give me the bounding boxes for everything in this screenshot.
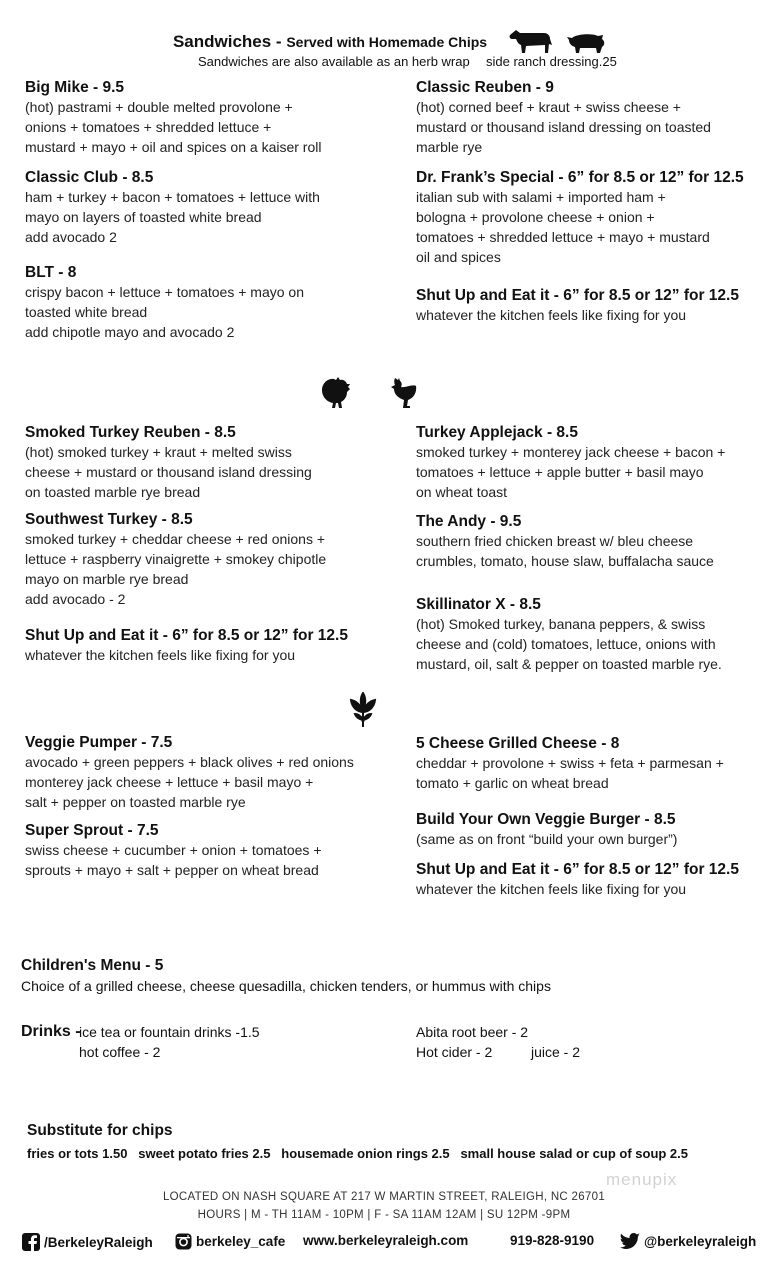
menu-item — [25, 821, 365, 880]
twitter-link[interactable] — [620, 1233, 756, 1249]
menu-item — [25, 263, 365, 342]
item-name: Veggie Pumper - 7.5 — [25, 734, 173, 751]
facebook-handle: /BerkeleyRaleigh — [44, 1234, 153, 1250]
drink-item: ice tea or fountain drinks -1.5 — [79, 1024, 260, 1040]
menu-item — [25, 733, 365, 812]
item-description: (hot) smoked turkey + kraut + melted swiss cheese + mustard or thousand island dressing on toasted marble rye bread — [25, 444, 312, 500]
drink-item: Hot cider - 2 — [416, 1044, 493, 1060]
menu-subtitle: Sandwiches are also available as an herb wrap — [198, 54, 470, 69]
menu-item — [416, 78, 751, 157]
item-name: Skillinator X - 8.5 — [416, 596, 541, 613]
item-name: Southwest Turkey - 8.5 — [25, 511, 193, 528]
menu-item — [25, 168, 365, 247]
substitute-items: fries or tots 1.50 sweet potato fries 2.5 housemade onion rings 2.5 small house salad or cup of soup 2.5 — [27, 1146, 689, 1161]
item-name: The Andy - 9.5 — [416, 513, 522, 530]
item-name: 5 Cheese Grilled Cheese - 8 — [416, 735, 620, 752]
item-description: whatever the kitchen feels like fixing for you — [416, 307, 687, 323]
menu-item — [416, 810, 751, 849]
menu-item — [416, 860, 751, 899]
twitter-icon — [620, 1233, 640, 1249]
menu-item — [416, 595, 751, 674]
item-description: crispy bacon + lettuce + tomatoes + mayo on toasted white bread add chipotle mayo and avocado 2 — [25, 284, 304, 340]
side-note: side ranch dressing.25 — [486, 54, 617, 69]
item-description: whatever the kitchen feels like fixing for you — [25, 647, 296, 663]
facebook-icon — [22, 1233, 40, 1251]
hours-text: HOURS | M - TH 11AM - 10PM | F - SA 11AM 12AM | SU 12PM -9PM — [197, 1209, 571, 1221]
leaf-icon — [348, 692, 378, 728]
pig-icon — [566, 32, 606, 54]
item-description: southern fried chicken breast w/ bleu cheese crumbles, tomato, house slaw, buffalacha sauce — [416, 533, 714, 569]
substitute-title: Substitute for chips — [27, 1122, 173, 1139]
drink-item: Abita root beer - 2 — [416, 1024, 529, 1040]
item-description: (same as on front “build your own burger”) — [416, 831, 678, 847]
menu-item — [25, 626, 365, 665]
chicken-icon — [390, 376, 418, 412]
menu-title-main: Sandwiches - — [172, 32, 282, 51]
menu-item — [416, 286, 751, 325]
item-description: cheddar + provolone + swiss + feta + parmesan + tomato + garlic on wheat bread — [416, 755, 724, 791]
item-name: Big Mike - 9.5 — [25, 79, 125, 96]
instagram-handle: berkeley_cafe — [196, 1234, 286, 1249]
website-link[interactable]: www.berkeleyraleigh.com — [303, 1233, 469, 1248]
item-description: (hot) pastrami + double melted provolone + onions + tomatoes + shredded lettuce + mustard + mayo + oil and spices on a kaiser roll — [25, 99, 322, 155]
instagram-icon — [175, 1233, 192, 1250]
menu-item — [25, 423, 365, 502]
item-description: smoked turkey + cheddar cheese + red onions + lettuce + raspberry vinaigrette + smokey chipotle mayo on marble rye bread add avocado - 2 — [25, 531, 327, 607]
childrens-menu-title: Children's Menu - 5 — [21, 957, 164, 974]
menu-item — [416, 423, 751, 502]
item-name: Dr. Frank’s Special - 6” for 8.5 or 12” for 12.5 — [416, 169, 744, 186]
item-name: Shut Up and Eat it - 6” for 8.5 or 12” for 12.5 — [416, 861, 739, 878]
menu-item — [416, 168, 751, 267]
item-name: Classic Club - 8.5 — [25, 169, 154, 186]
item-description: smoked turkey + monterey jack cheese + bacon + tomatoes + lettuce + apple butter + basil mayo on wheat toast — [416, 444, 726, 500]
item-name: Shut Up and Eat it - 6” for 8.5 or 12” for 12.5 — [416, 287, 739, 304]
watermark: menupix — [606, 1170, 678, 1189]
childrens-menu-description: Choice of a grilled cheese, cheese quesadilla, chicken tenders, or hummus with chips — [21, 978, 551, 994]
menu-title — [0, 32, 660, 52]
item-description: (hot) Smoked turkey, banana peppers, & swiss cheese and (cold) tomatoes, lettuce, onions with mustard, oil, salt & pepper on toasted marble rye. — [416, 616, 722, 672]
item-description: italian sub with salami + imported ham + bologna + provolone cheese + onion + tomatoes + shredded lettuce + mayo + mustard oil and spices — [416, 189, 710, 265]
phone-number: 919-828-9190 — [510, 1233, 595, 1248]
item-name: Turkey Applejack - 8.5 — [416, 424, 578, 441]
facebook-link[interactable] — [22, 1233, 153, 1251]
item-name: Smoked Turkey Reuben - 8.5 — [25, 424, 236, 441]
menu-title-rest: Served with Homemade Chips — [286, 34, 488, 50]
menu-item — [25, 78, 365, 157]
cow-icon — [508, 27, 554, 55]
drinks-title: Drinks - — [21, 1023, 81, 1040]
item-description: swiss cheese + cucumber + onion + tomatoes + sprouts + mayo + salt + pepper on wheat bread — [25, 842, 322, 878]
item-name: Build Your Own Veggie Burger - 8.5 — [416, 811, 676, 828]
item-description: ham + turkey + bacon + tomatoes + lettuce with mayo on layers of toasted white bread add avocado 2 — [25, 189, 320, 245]
drink-item: hot coffee - 2 — [79, 1044, 161, 1060]
menu-item — [25, 510, 365, 609]
instagram-link[interactable] — [175, 1233, 285, 1250]
location-text: LOCATED ON NASH SQUARE AT 217 W MARTIN STREET, RALEIGH, NC 26701 — [162, 1191, 606, 1203]
turkey-icon — [320, 375, 352, 409]
menu-item — [416, 734, 751, 793]
item-description: (hot) corned beef + kraut + swiss cheese + mustard or thousand island dressing on toasted marble rye — [416, 99, 711, 155]
twitter-handle: @berkeleyraleigh — [644, 1233, 757, 1249]
item-name: BLT - 8 — [25, 264, 77, 281]
menu-item — [416, 512, 751, 571]
item-description: avocado + green peppers + black olives + red onions monterey jack cheese + lettuce + basil mayo + salt + pepper on toasted marble rye — [25, 754, 354, 810]
item-name: Super Sprout - 7.5 — [25, 822, 159, 839]
drink-item: juice - 2 — [531, 1044, 581, 1060]
item-description: whatever the kitchen feels like fixing for you — [416, 881, 687, 897]
item-name: Shut Up and Eat it - 6” for 8.5 or 12” for 12.5 — [25, 627, 348, 644]
item-name: Classic Reuben - 9 — [416, 79, 554, 96]
